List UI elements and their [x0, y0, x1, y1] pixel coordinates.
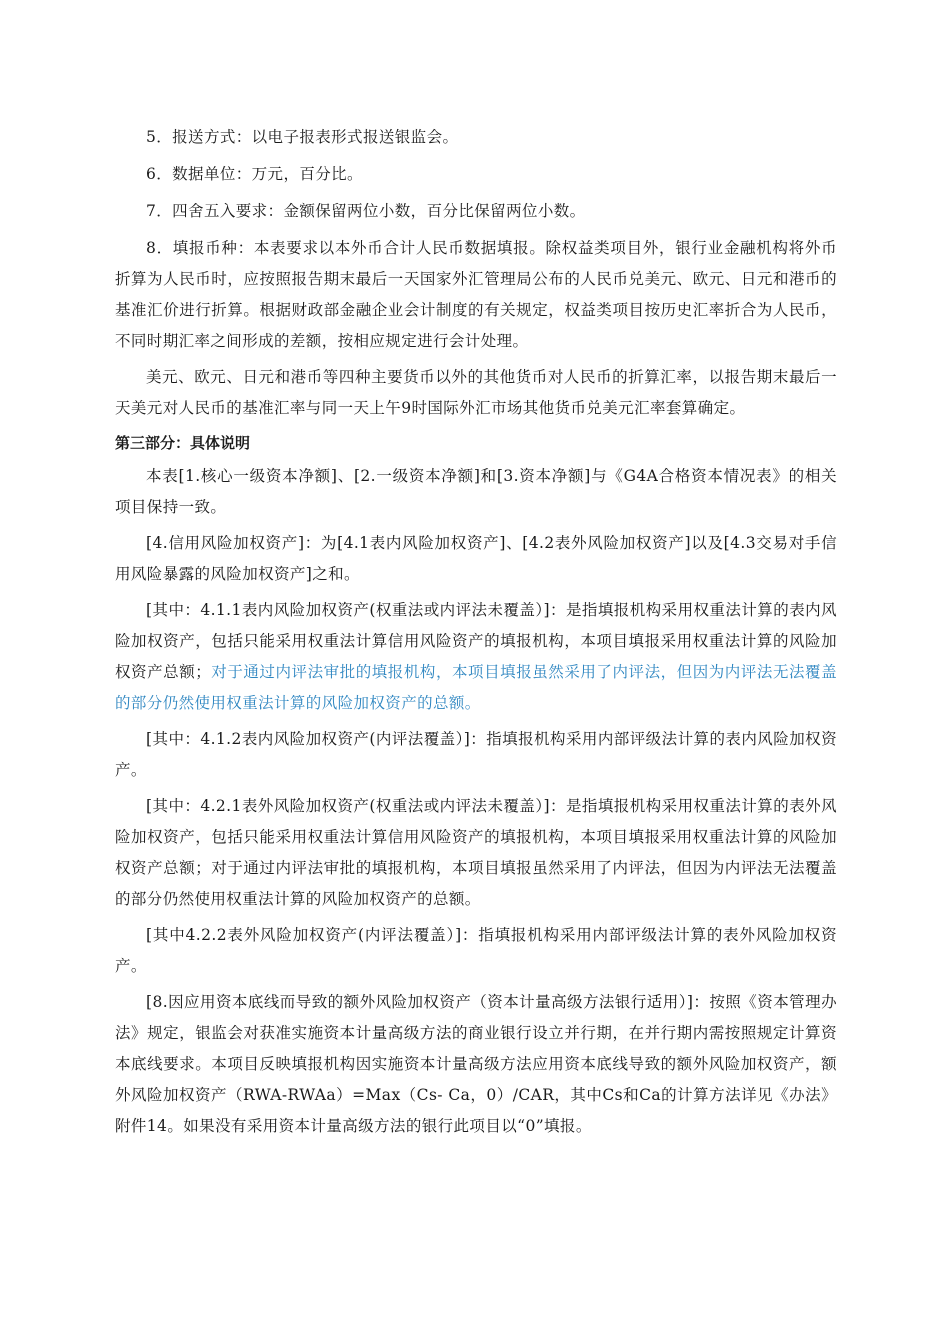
- explanation-offbalance-weighted: [其中：4.2.1表外风险加权资产(权重法或内评法未覆盖）]：是指填报机构采用权重法计算的表外风险加权资产，包括只能采用权重法计算信用风险资产的填报机构，本项目填报采用权重法计算的风险加权资产总额；对于通过内评法审批的填报机构，本项目填报虽然采用了内评法，但因为内评法无法覆盖的部分仍然使用权重法计算的风险加权资产的总额。: [115, 797, 837, 908]
- item-report-method: 5．报送方式：以电子报表形式报送银监会。: [146, 128, 459, 146]
- document-page: [115, 122, 837, 1147]
- item-data-unit: 6．数据单位：万元，百分比。: [146, 165, 363, 183]
- explanation-onbalance-weighted: [115, 595, 837, 719]
- item-exchange-rate: 美元、欧元、日元和港币等四种主要货币以外的其他货币对人民币的折算汇率，以报告期末最后一天美元对人民币的基准汇率与同一天上午9时国际外汇市场其他货币兑美元汇率套算确定。: [115, 368, 837, 417]
- item-rounding: 7．四舍五入要求：金额保留两位小数，百分比保留两位小数。: [146, 202, 586, 220]
- explanation-capital: 本表[1.核心一级资本净额]、[2.一级资本净额]和[3.资本净额]与《G4A合格资本情况表》的相关项目保持一致。: [115, 467, 837, 516]
- explanation-offbalance-irb: [其中4.2.2表外风险加权资产(内评法覆盖）]：指填报机构采用内部评级法计算的表外风险加权资产。: [115, 926, 837, 975]
- explanation-onbalance-irb: [其中：4.1.2表内风险加权资产(内评法覆盖）]：指填报机构采用内部评级法计算的表内风险加权资产。: [115, 730, 837, 779]
- section-heading: 第三部分：具体说明: [115, 434, 251, 452]
- explanation-capital-floor: [8.因应用资本底线而导致的额外风险加权资产（资本计量高级方法银行适用）]：按照《资本管理办法》规定，银监会对获准实施资本计量高级方法的商业银行设立并行期，在并行期内需按照规定计算资本底线要求。本项目反映填报机构因实施资本计量高级方法应用资本底线导致的额外风险加权资产，额外风险加权资产（RWA-RWAa）=Max（Cs- Ca，0）/CAR，其中Cs和Ca的计算方法详见《办法》附件14。如果没有采用资本计量高级方法的银行此项目以“0”填报。: [115, 993, 837, 1135]
- highlighted-text: 对于通过内评法审批的填报机构，本项目填报虽然采用了内评法，但因为内评法无法覆盖的部分仍然使用权重法计算的风险加权资产的总额。: [115, 663, 837, 712]
- explanation-credit-rwa: [4.信用风险加权资产]：为[4.1表内风险加权资产]、[4.2表外风险加权资产]以及[4.3交易对手信用风险暴露的风险加权资产]之和。: [115, 534, 837, 583]
- item-currency: 8．填报币种：本表要求以本外币合计人民币数据填报。除权益类项目外，银行业金融机构将外币折算为人民币时，应按照报告期末最后一天国家外汇管理局公布的人民币兑美元、欧元、日元和港币的基准汇价进行折算。根据财政部金融企业会计制度的有关规定，权益类项目按历史汇率折合为人民币，不同时期汇率之间形成的差额，按相应规定进行会计处理。: [115, 239, 837, 350]
- explanation-onbalance-weighted-text: [其中：4.1.1表内风险加权资产(权重法或内评法未覆盖）]：是指填报机构采用权重法计算的表内风险加权资产，包括只能采用权重法计算信用风险资产的填报机构，本项目填报采用权重法计算的风险加权资产总额；: [115, 601, 837, 681]
